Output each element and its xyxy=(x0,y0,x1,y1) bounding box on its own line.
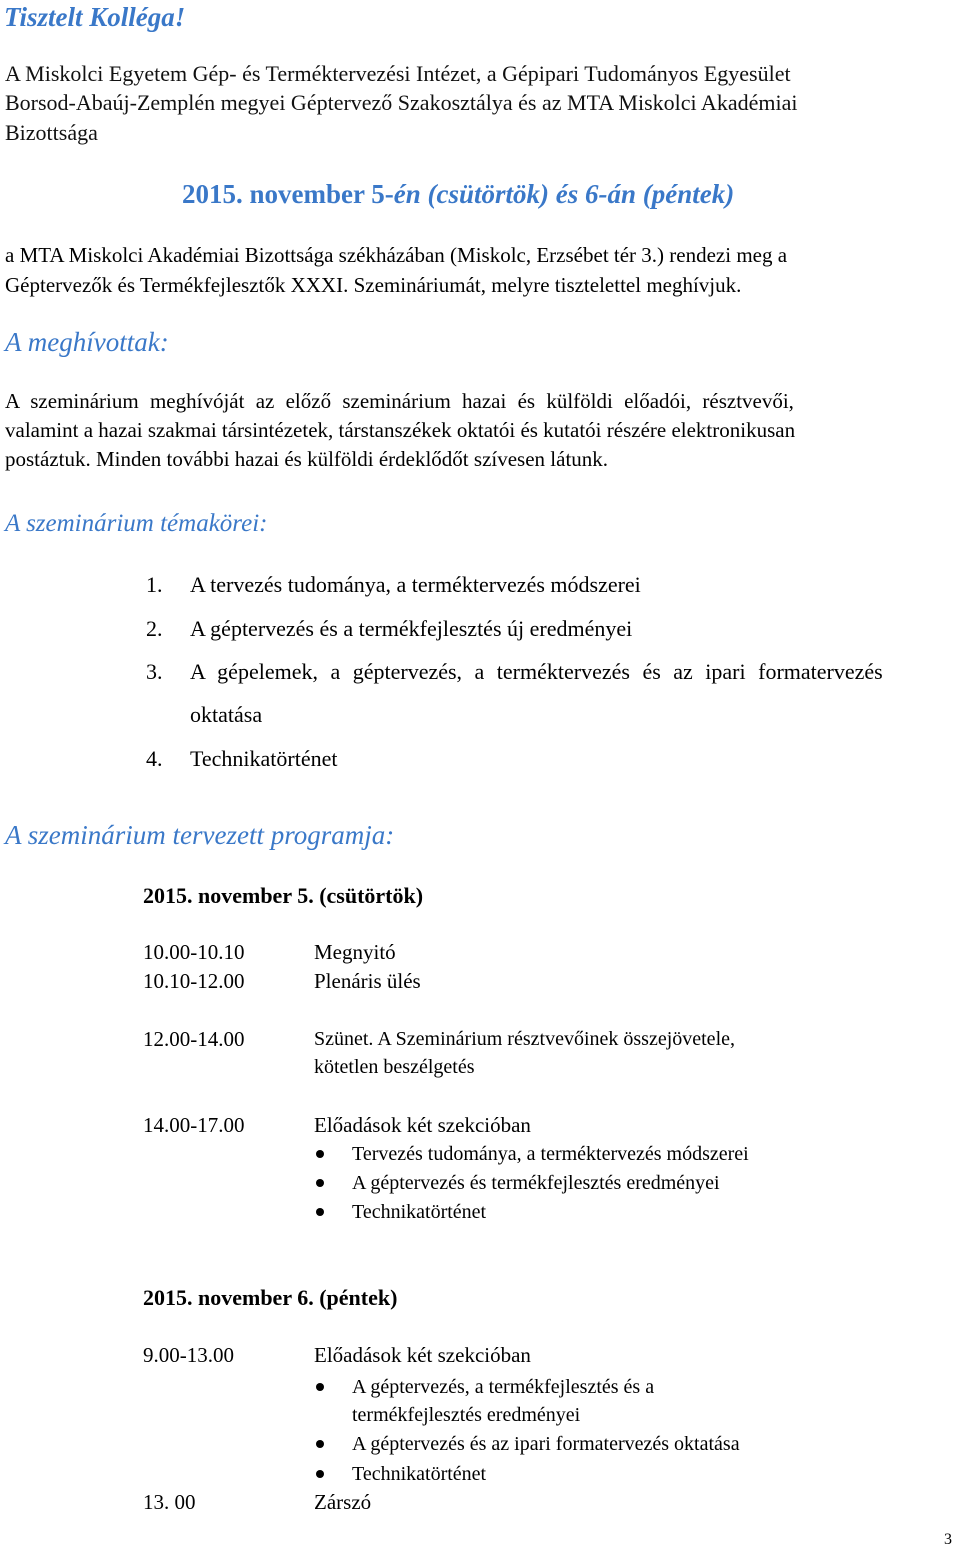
session-bullet-text: A géptervezés és termékfejlesztés eredményei xyxy=(352,1172,720,1194)
topic-text: A tervezés tudománya, a terméktervezés módszerei xyxy=(190,572,641,597)
schedule-text: kötetlen beszélgetés xyxy=(314,1056,475,1078)
event-date-part-2: én (csütörtök) és 6-án (péntek) xyxy=(393,179,735,209)
schedule-time: 12.00-14.00 xyxy=(143,1027,245,1051)
session-bullet-text-continuation: termékfejlesztés eredményei xyxy=(352,1404,581,1426)
topic-item xyxy=(146,657,960,687)
schedule-text: Plenáris ülés xyxy=(314,969,421,993)
venue-line-2: Géptervezők és Termékfejlesztők XXXI. Szemináriumát, melyre tisztelettel meghívjuk. xyxy=(5,273,742,297)
bullet-icon xyxy=(316,1470,324,1478)
topic-number: 2. xyxy=(146,616,163,641)
session-bullet-text: Technikatörténet xyxy=(352,1201,487,1223)
topic-item xyxy=(146,614,632,644)
bullet-icon xyxy=(316,1150,324,1158)
topic-item-continuation xyxy=(190,700,262,730)
topic-item xyxy=(146,744,338,774)
program-heading: A szeminárium tervezett programja: xyxy=(5,820,395,850)
bullet-icon xyxy=(316,1208,324,1216)
event-date-part-1: 2015. november 5- xyxy=(182,179,394,209)
topic-number: 4. xyxy=(146,746,163,771)
schedule-time: 13. 00 xyxy=(143,1490,196,1514)
topic-text: A géptervezés és a termékfejlesztés új eredményei xyxy=(190,616,633,641)
topic-number: 3. xyxy=(146,659,163,684)
intro-line-1: A Miskolci Egyetem Gép- és Terméktervezési Intézet, a Gépipari Tudományos Egyesület xyxy=(5,61,791,86)
topics-heading: A szeminárium témakörei: xyxy=(5,510,268,537)
topic-text: oktatása xyxy=(190,702,263,727)
session-bullet-text: Tervezés tudománya, a terméktervezés módszerei xyxy=(352,1143,749,1165)
intro-line-2: Borsod-Abaúj-Zemplén megyei Géptervező Szakosztálya és az MTA Miskolci Akadémiai xyxy=(5,90,798,115)
bullet-icon xyxy=(316,1383,324,1391)
schedule-text: Megnyitó xyxy=(314,940,396,964)
schedule-time: 10.00-10.10 xyxy=(143,940,245,964)
invited-line-1: A szeminárium meghívóját az előző szeminárium hazai és külföldi előadói, résztvevői, xyxy=(5,389,794,413)
venue-line-1: a MTA Miskolci Akadémiai Bizottsága székházában (Miskolc, Erzsébet tér 3.) rendezi meg a xyxy=(5,243,788,267)
day1-title: 2015. november 5. (csütörtök) xyxy=(143,883,424,908)
schedule-text: Előadások két szekcióban xyxy=(314,1113,531,1137)
topic-text: Technikatörténet xyxy=(190,746,338,771)
schedule-text: Szünet. A Szeminárium résztvevőinek összejövetele, xyxy=(314,1028,735,1050)
session-bullet-text: A géptervezés és az ipari formatervezés oktatása xyxy=(352,1433,740,1455)
invited-line-2: valamint a hazai szakmai társintézetek, társtanszékek oktatói és kutatói részére elektronikusan xyxy=(5,418,796,442)
intro-line-3: Bizottsága xyxy=(5,120,98,145)
topic-item xyxy=(146,570,641,600)
schedule-text: Zárszó xyxy=(314,1490,372,1514)
page-number: 3 xyxy=(944,1531,952,1548)
session-bullet-text: A géptervezés, a termékfejlesztés és a xyxy=(352,1376,655,1398)
day2-title: 2015. november 6. (péntek) xyxy=(143,1285,398,1310)
schedule-time: 14.00-17.00 xyxy=(143,1113,245,1137)
topic-text: A gépelemek, a géptervezés, a terméktervezés és az ipari formatervezés xyxy=(190,659,883,684)
session-bullet-text: Technikatörténet xyxy=(352,1463,487,1485)
invited-heading: A meghívottak: xyxy=(5,327,169,357)
invited-line-3: postáztuk. Minden további hazai és külföldi érdeklődőt szívesen látunk. xyxy=(5,447,609,471)
schedule-time: 9.00-13.00 xyxy=(143,1343,234,1367)
greeting-heading: Tisztelt Kolléga! xyxy=(4,2,186,32)
topic-number: 1. xyxy=(146,572,163,597)
bullet-icon xyxy=(316,1179,324,1187)
bullet-icon xyxy=(316,1440,324,1448)
event-date-heading xyxy=(182,177,734,211)
schedule-text: Előadások két szekcióban xyxy=(314,1343,531,1367)
schedule-time: 10.10-12.00 xyxy=(143,969,245,993)
